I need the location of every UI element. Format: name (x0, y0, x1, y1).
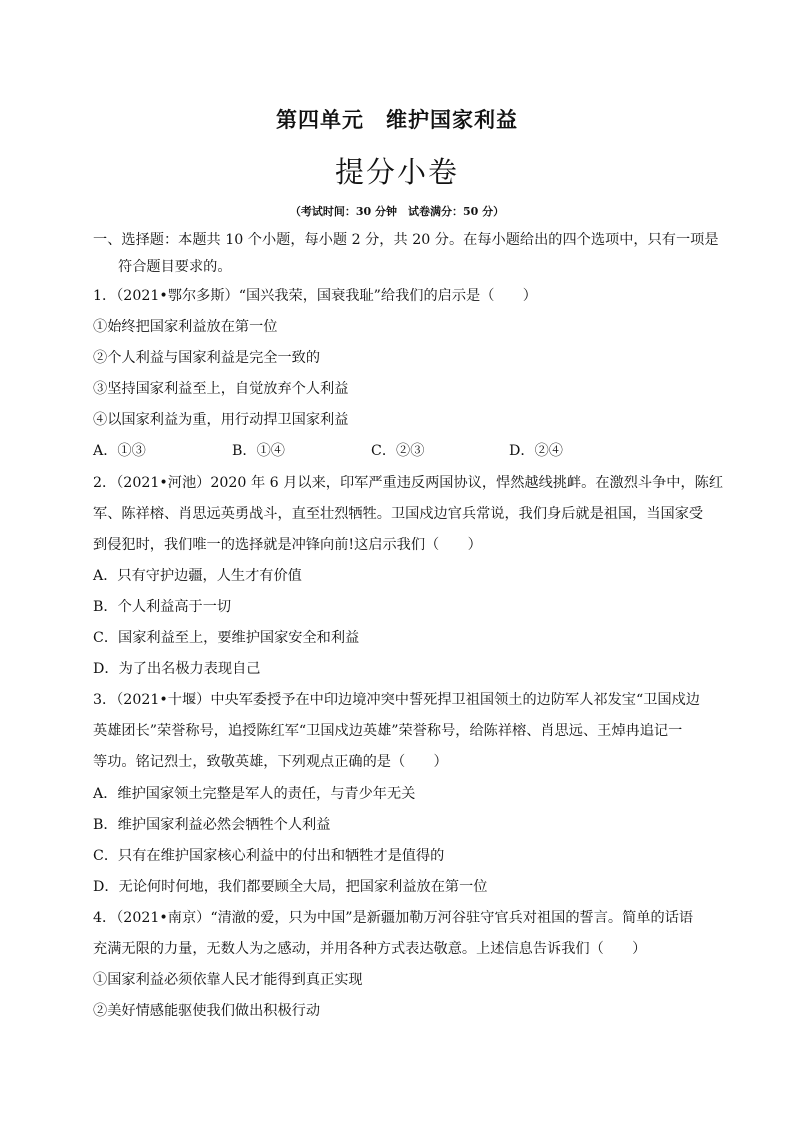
option-b: B．①④ (232, 443, 285, 459)
question-1-item: ③坚持国家利益至上，自觉放弃个人利益 (93, 381, 349, 397)
question-3-stem: 3．（2021•十堰）中央军委授予在中印边境冲突中誓死捍卫祖国领土的边防军人祁发宝“卫国戍边 (93, 692, 700, 708)
question-4-item: ①国家利益必须依靠人民才能得到真正实现 (93, 972, 363, 988)
question-2-stem: 到侵犯时，我们唯一的选择就是冲锋向前!这启示我们（ ） (93, 537, 482, 553)
question-1-options (93, 441, 713, 461)
option-a: A．①③ (93, 443, 146, 459)
option-d: D．②④ (509, 443, 563, 459)
question-4-item: ②美好情感能驱使我们做出积极行动 (93, 1003, 321, 1019)
question-3-option: B．维护国家利益必然会牺牲个人利益 (93, 817, 331, 833)
question-2-option: A．只有守护边疆，人生才有价值 (93, 568, 302, 584)
question-1-stem: 1．（2021•鄂尔多斯）“国兴我荣，国衰我耻”给我们的启示是（ ） (93, 288, 537, 304)
exam-info: （考试时间：30 分钟 试卷满分：50 分） (289, 205, 505, 218)
question-4-stem: 充满无限的力量，无数人为之感动，并用各种方式表达敬意。上述信息告诉我们（ ） (93, 941, 647, 957)
question-3-stem: 等功。铭记烈士，致敬英雄，下列观点正确的是（ ） (93, 754, 448, 770)
page-title: 提分小卷 (334, 155, 459, 189)
section-instruction: 一、选择题：本题共 10 个小题，每小题 2 分，共 20 分。在每小题给出的四个选项中，只有一项是 (93, 232, 719, 248)
question-2-stem: 军、陈祥榕、肖思远英勇战斗，直至壮烈牺牲。卫国戍边官兵常说，我们身后就是祖国，当国家受 (93, 506, 704, 522)
question-1-item: ④以国家利益为重，用行动捍卫国家利益 (93, 412, 349, 428)
option-c: C．②③ (371, 443, 425, 459)
section-instruction-cont: 符合题目要求的。 (118, 259, 232, 275)
question-2-option: D．为了出名极力表现自己 (93, 661, 261, 677)
question-4-stem: 4．（2021•南京）“清澈的爱，只为中国”是新疆加勒万河谷驻守官兵对祖国的誓言。简单的话语 (93, 910, 694, 926)
question-1-item: ②个人利益与国家利益是完全一致的 (93, 350, 321, 366)
question-2-stem: 2．（2021•河池）2020 年 6 月以来，印军严重违反两国协议，悍然越线挑衅。在激烈斗争中，陈红 (93, 475, 724, 491)
question-3-option: A．维护国家领土完整是军人的责任，与青少年无关 (93, 786, 416, 802)
question-2-option: B．个人利益高于一切 (93, 599, 232, 615)
question-3-option: C．只有在维护国家核心利益中的付出和牺牲才是值得的 (93, 848, 445, 864)
question-3-option: D．无论何时何地，我们都要顾全大局，把国家利益放在第一位 (93, 879, 488, 895)
question-1-item: ①始终把国家利益放在第一位 (93, 319, 278, 335)
unit-title: 第四单元 维护国家利益 (276, 107, 518, 132)
question-2-option: C．国家利益至上，要维护国家安全和利益 (93, 630, 360, 646)
question-3-stem: 英雄团长”荣誉称号，追授陈红军“卫国戍边英雄”荣誉称号，给陈祥榕、肖思远、王焯冉追记一 (93, 723, 683, 739)
